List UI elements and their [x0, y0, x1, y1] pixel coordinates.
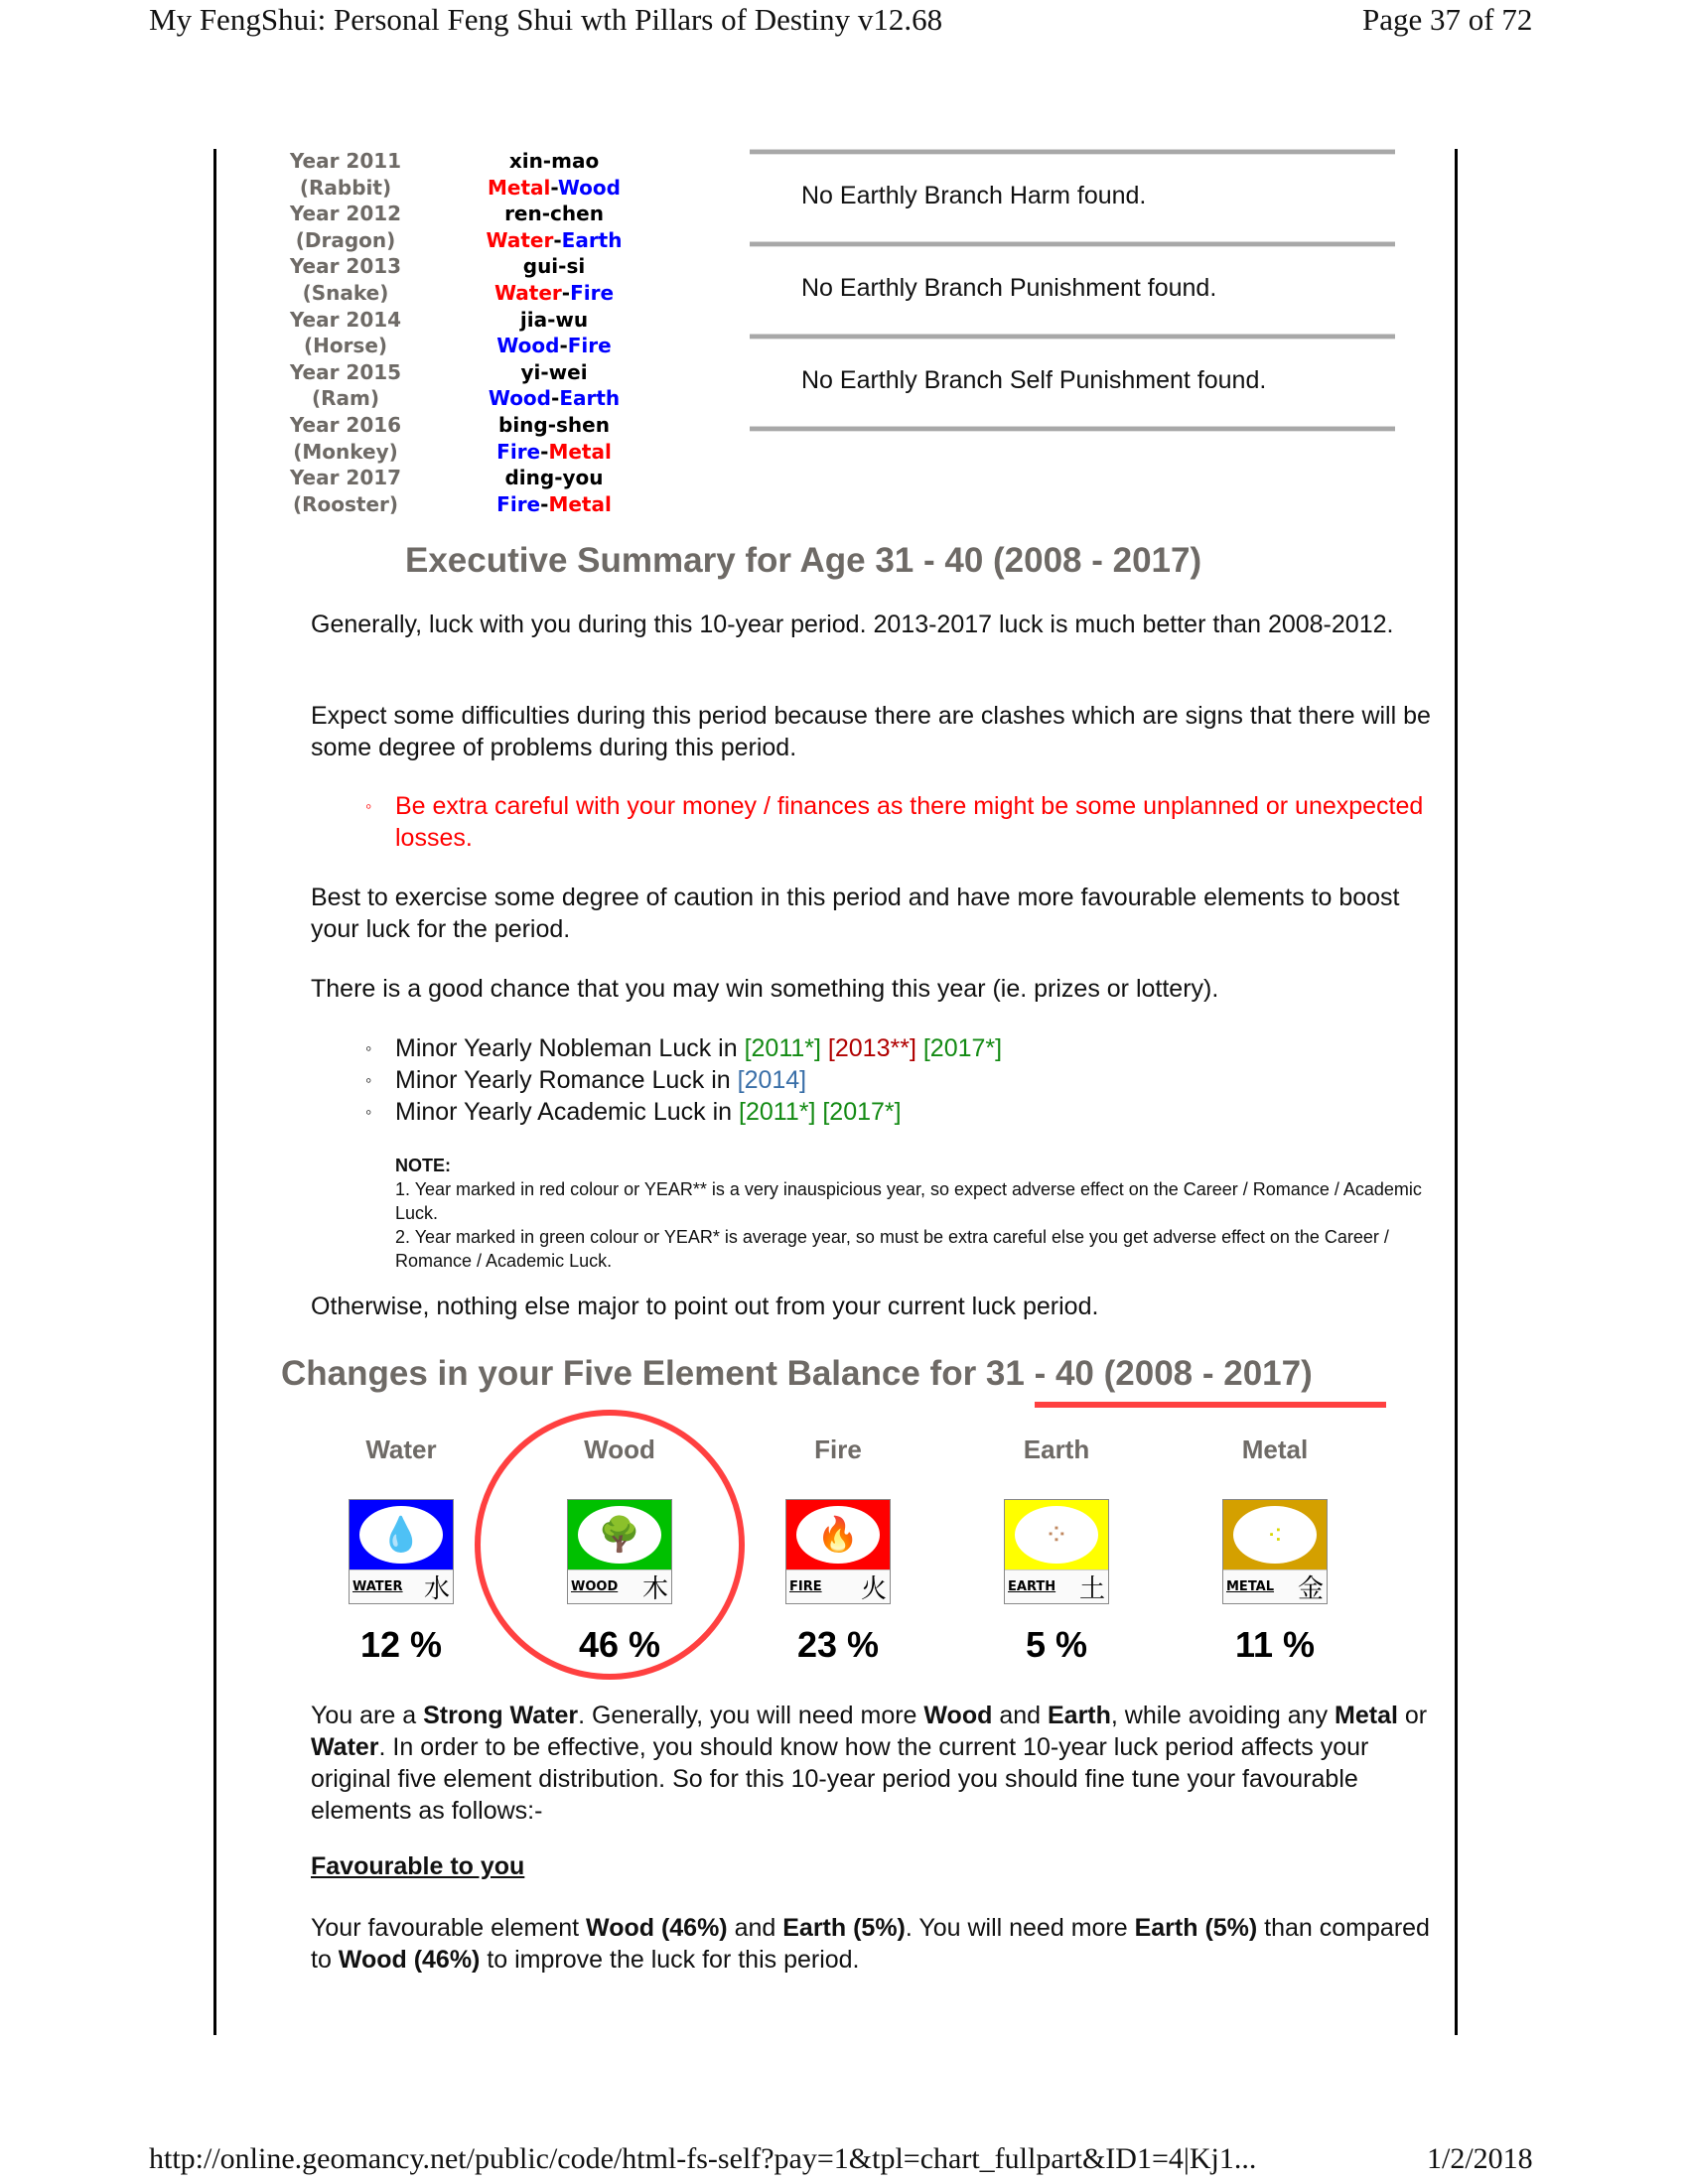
divider	[750, 241, 1395, 247]
footer-url: http://online.geomancy.net/public/code/html-fs-self?pay=1&tpl=chart_fullpart&ID1=4|Kj1...	[149, 2142, 1257, 2175]
year-pinyin: xin-mao	[508, 149, 600, 173]
year-pinyin: jia-wu	[519, 307, 589, 332]
note-item-1: 1. Year marked in red colour or YEAR** is a very inauspicious year, so expect adverse effect on the Career / Romance / Academic Luck.	[395, 1179, 1422, 1223]
year-label: Year 2013	[289, 254, 402, 279]
stem-element: Fire	[496, 439, 541, 464]
fire-flame-icon: 🔥 FIRE 火	[785, 1499, 891, 1604]
year-animal: (Rabbit)	[299, 175, 392, 200]
element-percent: 11 %	[1234, 1624, 1316, 1665]
romance-luck-item: ◦ Minor Yearly Romance Luck in [2014]	[365, 1064, 1448, 1096]
year-elements: Wood-Earth	[488, 386, 621, 411]
element-water: Water 💧 WATER 水 12 %	[322, 1430, 481, 1666]
luck-year: [2013**]	[827, 1034, 916, 1062]
branch-element: Fire	[567, 334, 612, 358]
year-pinyin: yi-wei	[520, 359, 588, 384]
right-border	[1455, 149, 1458, 2035]
favourable-paragraph: Your favourable element Wood (46%) and Earth (5%). You will need more Earth (5%) than compared to Wood (46%) to improve the luck for this period.	[311, 1914, 1430, 1974]
stem-element: Wood	[488, 386, 551, 411]
summary-paragraph: Expect some difficulties during this period because there are clashes which are signs that there will be some degree of problems during this period.	[311, 702, 1431, 761]
year-row	[268, 201, 665, 227]
year-label: Year 2015	[289, 359, 402, 384]
note-heading: NOTE:	[395, 1156, 451, 1175]
divider	[750, 334, 1395, 340]
five-element-title: Changes in your Five Element Balance for 31 - 40 (2008 - 2017)	[281, 1354, 1313, 1393]
element-earth: Earth ⁘ EARTH 土 5 %	[977, 1430, 1136, 1666]
year-label: Year 2014	[289, 307, 402, 332]
branch-element: Metal	[548, 491, 612, 516]
year-animal: (Ram)	[311, 386, 380, 411]
branch-results	[750, 149, 1395, 394]
warning-list	[365, 790, 1448, 854]
year-row	[268, 175, 665, 202]
year-animal: (Rooster)	[292, 491, 399, 516]
branch-element: Earth	[561, 227, 623, 252]
year-row	[268, 333, 665, 359]
branch-element: Fire	[570, 280, 615, 305]
year-animal: (Snake)	[302, 280, 389, 305]
year-elements: Fire-Metal	[496, 439, 612, 464]
nobleman-luck-item: ◦ Minor Yearly Nobleman Luck in [2011*] [2013**] [2017*]	[365, 1032, 1448, 1064]
element-metal: Metal ⁖ METAL 金 11 %	[1196, 1430, 1354, 1666]
year-elements: Water-Fire	[493, 280, 615, 305]
money-warning: ◦ Be extra careful with your money / finances as there might be some unplanned or unexpected losses.	[365, 790, 1448, 854]
luck-list	[365, 1032, 1448, 1128]
summary-paragraph: Generally, luck with you during this 10-year period. 2013-2017 luck is much better than 2008-2012.	[311, 611, 1394, 638]
summary-paragraph: Otherwise, nothing else major to point out from your current luck period.	[311, 1293, 1099, 1320]
branch-element: Earth	[559, 386, 621, 411]
left-border	[213, 149, 216, 2035]
element-percent: 46 %	[578, 1624, 661, 1665]
year-label: Year 2017	[289, 466, 402, 490]
element-percent: 12 %	[359, 1624, 443, 1665]
year-row	[268, 385, 665, 412]
stem-element: Water	[486, 227, 554, 252]
executive-summary-title: Executive Summary for Age 31 - 40 (2008 - 2017)	[405, 541, 1202, 580]
stem-element: Metal	[488, 175, 551, 200]
favourable-heading: Favourable to you	[311, 1852, 525, 1880]
academic-luck-item: ◦ Minor Yearly Academic Luck in [2011*] [2017*]	[365, 1096, 1448, 1128]
note-item-2: 2. Year marked in green colour or YEAR* is average year, so must be extra careful else you get adverse effect on the Career / Romance / Academic Luck.	[395, 1227, 1389, 1271]
branch-element: Wood	[557, 175, 621, 200]
summary-paragraph: Best to exercise some degree of caution in this period and have more favourable elements to boost your luck for the period.	[311, 884, 1400, 943]
branch-self-punishment-result: No Earthly Branch Self Punishment found.	[801, 366, 1267, 394]
stem-element: Water	[493, 280, 562, 305]
stem-element: Fire	[496, 491, 541, 516]
year-pinyin: ren-chen	[504, 202, 604, 226]
year-row	[268, 148, 665, 175]
year-elements: Water-Earth	[486, 227, 623, 252]
year-animal: (Dragon)	[295, 227, 396, 252]
luck-year: [2017*]	[922, 1034, 1003, 1062]
year-animal: (Monkey)	[293, 439, 398, 464]
wood-highlight-circle	[475, 1410, 745, 1680]
luck-year: [2014]	[737, 1066, 807, 1094]
wood-tree-icon: 🌳 WOOD 木	[567, 1499, 672, 1604]
year-pinyin: ding-you	[504, 466, 604, 490]
year-animal: (Horse)	[303, 334, 388, 358]
luck-year: [2011*]	[744, 1034, 821, 1062]
year-row	[268, 253, 665, 280]
year-row	[268, 307, 665, 334]
year-row	[268, 412, 665, 439]
luck-year: [2011*]	[739, 1098, 816, 1126]
branch-punishment-result: No Earthly Branch Punishment found.	[801, 274, 1217, 302]
year-label: Year 2012	[289, 202, 402, 226]
year-row	[268, 491, 665, 518]
element-percent: 23 %	[796, 1624, 880, 1665]
age-range: 31 - 40 (2008 - 2017)	[985, 1354, 1313, 1393]
divider	[750, 426, 1395, 432]
year-elements: Metal-Wood	[488, 175, 621, 200]
year-elements: Wood-Fire	[496, 334, 612, 358]
year-pinyin: gui-si	[522, 254, 586, 279]
branch-element: Metal	[548, 439, 612, 464]
summary-paragraph: There is a good chance that you may win something this year (ie. prizes or lottery).	[311, 975, 1219, 1003]
water-icon: 💧 WATER 水	[349, 1499, 454, 1604]
year-row	[268, 439, 665, 466]
element-wood: Wood 🌳 WOOD 木 46 %	[540, 1430, 699, 1666]
highlight-underline	[1035, 1402, 1386, 1408]
document-title: My FengShui: Personal Feng Shui wth Pillars of Destiny v12.68	[149, 2, 943, 37]
footer-date: 1/2/2018	[1427, 2142, 1533, 2175]
strength-paragraph: You are a Strong Water. Generally, you will need more Wood and Earth, while avoiding any Metal or Water. In order to be effective, you should know how the current 10-year luck period affects your original five element distribution. So for this 10-year period you should fine tune your favourable elements as follows:-	[311, 1702, 1428, 1825]
note-block	[395, 1154, 1448, 1273]
stem-element: Wood	[496, 334, 560, 358]
earth-rocks-icon: ⁘ EARTH 土	[1004, 1499, 1109, 1604]
year-pinyin: bing-shen	[498, 412, 610, 437]
year-label: Year 2011	[289, 149, 402, 173]
metal-ingot-icon: ⁖ METAL 金	[1222, 1499, 1328, 1604]
year-row	[268, 359, 665, 386]
year-row	[268, 465, 665, 491]
year-row	[268, 280, 665, 307]
divider	[750, 149, 1395, 155]
year-elements: Fire-Metal	[496, 491, 612, 516]
element-percent: 5 %	[1025, 1624, 1088, 1665]
year-label: Year 2016	[289, 412, 402, 437]
branch-harm-result: No Earthly Branch Harm found.	[801, 182, 1147, 209]
luck-year: [2017*]	[822, 1098, 902, 1126]
yearly-pillars-table	[268, 148, 665, 517]
element-fire: Fire 🔥 FIRE 火 23 %	[759, 1430, 917, 1666]
year-row	[268, 227, 665, 254]
page-number: Page 37 of 72	[1362, 2, 1533, 37]
